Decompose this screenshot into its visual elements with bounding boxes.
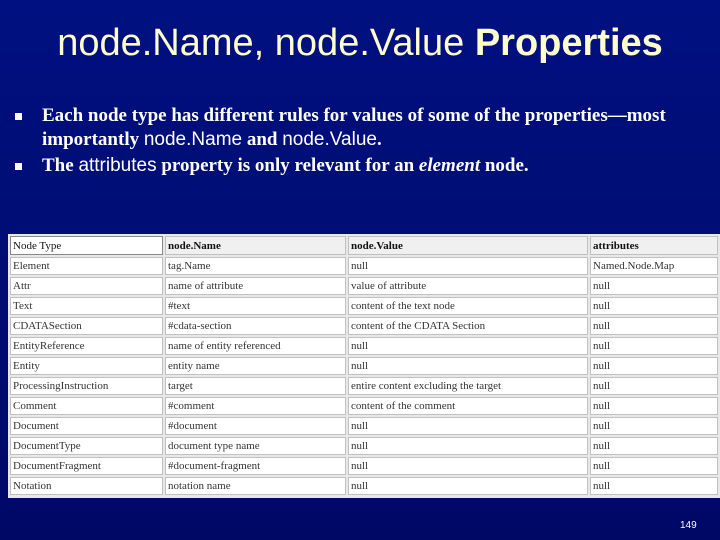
title-part-2: Properties bbox=[474, 22, 663, 64]
page-number: 149 bbox=[680, 520, 697, 531]
bullet-1-text-c: . bbox=[376, 129, 382, 150]
table-row bbox=[10, 317, 718, 335]
node-type-table bbox=[8, 234, 720, 497]
bullet-2-code: attributes bbox=[78, 155, 157, 176]
node-value-cell: content of the text node bbox=[348, 297, 588, 315]
table-row bbox=[10, 397, 718, 415]
node-name-cell: target bbox=[165, 377, 346, 395]
table-header-row bbox=[10, 236, 718, 255]
node-name-cell: #comment bbox=[165, 397, 346, 415]
bullet-list bbox=[14, 104, 714, 180]
attributes-cell: null bbox=[590, 417, 718, 435]
node-name-cell: entity name bbox=[165, 357, 346, 375]
attributes-cell: null bbox=[590, 297, 718, 315]
node-value-cell: null bbox=[348, 457, 588, 475]
slide-title bbox=[0, 22, 720, 65]
attributes-cell: Named.Node.Map bbox=[590, 257, 718, 275]
column-header-node-type: Node Type bbox=[10, 236, 163, 255]
node-name-cell: document type name bbox=[165, 437, 346, 455]
node-name-cell: #text bbox=[165, 297, 346, 315]
node-name-cell: notation name bbox=[165, 477, 346, 495]
table-row bbox=[10, 357, 718, 375]
table-row bbox=[10, 297, 718, 315]
node-type-cell: Comment bbox=[10, 397, 163, 415]
attributes-cell: null bbox=[590, 457, 718, 475]
bullet-1-code-b: node.Value bbox=[282, 129, 377, 150]
bullet-item-1 bbox=[14, 104, 714, 152]
table-row bbox=[10, 377, 718, 395]
node-value-cell: null bbox=[348, 257, 588, 275]
bullet-2-text-b: property is only relevant for an bbox=[156, 155, 419, 176]
column-header-node-name: node.Name bbox=[165, 236, 346, 255]
node-type-cell: EntityReference bbox=[10, 337, 163, 355]
node-value-cell: entire content excluding the target bbox=[348, 377, 588, 395]
node-name-cell: name of entity referenced bbox=[165, 337, 346, 355]
node-name-cell: #document bbox=[165, 417, 346, 435]
square-bullet-icon bbox=[15, 163, 22, 170]
node-type-cell: Element bbox=[10, 257, 163, 275]
node-type-cell: Notation bbox=[10, 477, 163, 495]
node-value-cell: content of the CDATA Section bbox=[348, 317, 588, 335]
table-row bbox=[10, 257, 718, 275]
bullet-2-text-a: The bbox=[42, 155, 79, 176]
attributes-cell: null bbox=[590, 357, 718, 375]
node-type-table-container bbox=[8, 234, 720, 498]
title-part-1: node.Name, node.Value bbox=[57, 22, 475, 64]
table-row bbox=[10, 477, 718, 495]
node-type-cell: DocumentType bbox=[10, 437, 163, 455]
attributes-cell: null bbox=[590, 437, 718, 455]
node-value-cell: null bbox=[348, 437, 588, 455]
table-row bbox=[10, 417, 718, 435]
node-name-cell: #document-fragment bbox=[165, 457, 346, 475]
attributes-cell: null bbox=[590, 317, 718, 335]
node-type-cell: Text bbox=[10, 297, 163, 315]
table-row bbox=[10, 337, 718, 355]
column-header-node-value: node.Value bbox=[348, 236, 588, 255]
node-type-cell: Document bbox=[10, 417, 163, 435]
attributes-cell: null bbox=[590, 397, 718, 415]
node-type-cell: Entity bbox=[10, 357, 163, 375]
bullet-1-text-b: and bbox=[242, 129, 283, 150]
node-value-cell: null bbox=[348, 357, 588, 375]
node-type-cell: Attr bbox=[10, 277, 163, 295]
attributes-cell: null bbox=[590, 337, 718, 355]
square-bullet-icon bbox=[15, 113, 22, 120]
bullet-1-code-a: node.Name bbox=[143, 129, 243, 150]
table-row bbox=[10, 437, 718, 455]
bullet-2-text-c: node. bbox=[480, 155, 529, 176]
node-name-cell: #cdata-section bbox=[165, 317, 346, 335]
attributes-cell: null bbox=[590, 377, 718, 395]
table-row bbox=[10, 277, 718, 295]
node-type-cell: CDATASection bbox=[10, 317, 163, 335]
table-row bbox=[10, 457, 718, 475]
bullet-item-2 bbox=[14, 154, 714, 178]
column-header-attributes: attributes bbox=[590, 236, 718, 255]
attributes-cell: null bbox=[590, 277, 718, 295]
node-type-cell: DocumentFragment bbox=[10, 457, 163, 475]
table-body bbox=[10, 257, 718, 495]
bullet-2-emphasis: element bbox=[418, 155, 481, 176]
node-value-cell: null bbox=[348, 337, 588, 355]
node-name-cell: name of attribute bbox=[165, 277, 346, 295]
node-value-cell: null bbox=[348, 477, 588, 495]
node-type-cell: ProcessingInstruction bbox=[10, 377, 163, 395]
node-name-cell: tag.Name bbox=[165, 257, 346, 275]
attributes-cell: null bbox=[590, 477, 718, 495]
node-value-cell: value of attribute bbox=[348, 277, 588, 295]
node-value-cell: null bbox=[348, 417, 588, 435]
node-value-cell: content of the comment bbox=[348, 397, 588, 415]
bullet-1-text-a: Each node type has different rules for values of some of the properties—most importantly bbox=[42, 105, 666, 150]
